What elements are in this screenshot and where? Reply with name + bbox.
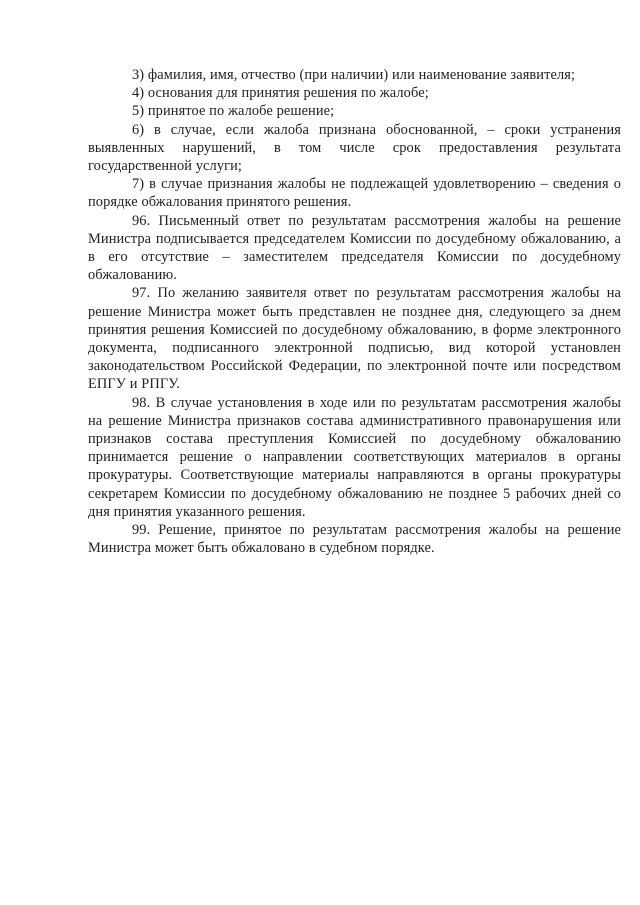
paragraph-98: 98. В случае установления в ходе или по результатам рассмотрения жалобы на решение Министра признаков состава административного правонарушения или признаков состава преступления Комиссией по досудебному обжалованию принимается решение о направлении соответствующих материалов в органы прокуратуры. Соответствующие материалы направляются в органы прокуратуры секретарем Комиссии по досудебному обжалованию не позднее 5 рабочих дней со дня принятия указанного решения.	[88, 394, 621, 520]
list-item-3: 3) фамилия, имя, отчество (при наличии) или наименование заявителя;	[132, 67, 576, 83]
paragraph-99: 99. Решение, принятое по результатам рассмотрения жалобы на решение Министра может быть обжаловано в судебном порядке.	[88, 522, 621, 557]
document-body	[88, 66, 621, 557]
paragraph-97: 97. По желанию заявителя ответ по результатам рассмотрения жалобы на решение Министра может быть представлен не позднее дня, следующего за днем принятия решения Комиссией по досудебному обжалованию, в форме электронного документа, подписанного электронной подписью, вид которой установлен законодательством Российской Федерации, по электронной почте или посредством ЕПГУ и РПГУ.	[88, 285, 621, 393]
list-item-6: 6) в случае, если жалоба признана обоснованной, – сроки устранения выявленных нарушений, в том числе срок предоставления результата государственной услуги;	[88, 121, 621, 175]
list-item-7: 7) в случае признания жалобы не подлежащей удовлетворению – сведения о порядке обжалования принятого решения.	[88, 176, 621, 211]
list-item-5: 5) принятое по жалобе решение;	[132, 103, 335, 120]
list-item-4: 4) основания для принятия решения по жалобе;	[132, 85, 429, 102]
paragraph-96: 96. Письменный ответ по результатам рассмотрения жалобы на решение Министра подписывается председателем Комиссии по досудебному обжалованию, а в его отсутствие – заместителем председателя Комиссии по досудебному обжалованию.	[88, 212, 621, 284]
